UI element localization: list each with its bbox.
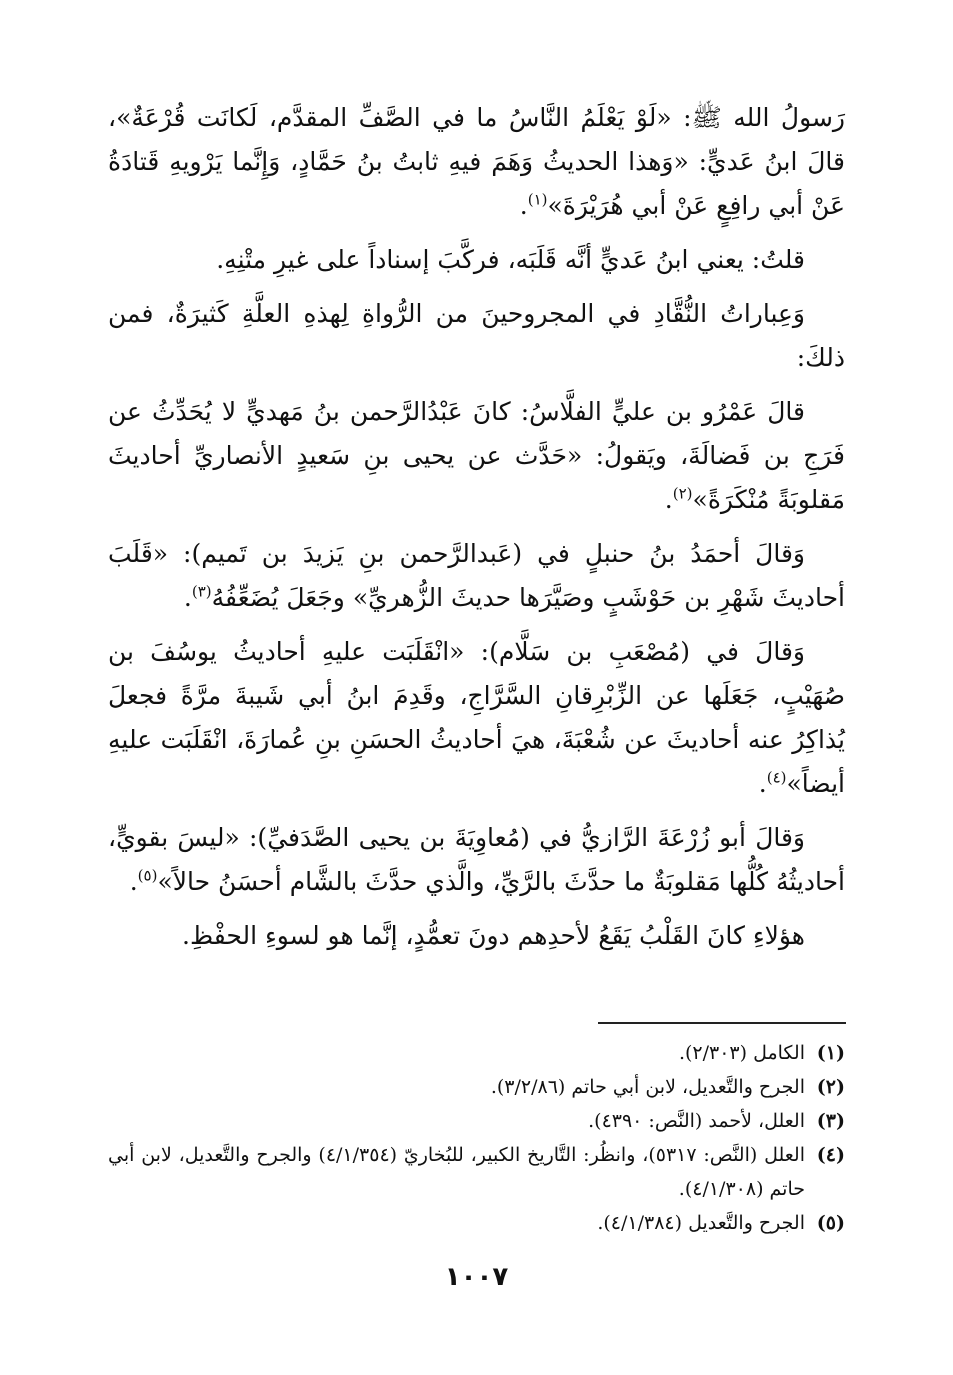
paragraph-text: وَعِباراتُ النُّقَّادِ في المجروحينَ من الرُّواةِ لِهذهِ العلَّةِ كَثيرَةٌ، فمن ذلكَ: [108,299,845,372]
footnote-ref-3: (٣) [191,582,212,601]
paragraph-8 [108,914,845,958]
footnote-ref-1: (١) [527,190,548,209]
footnote-number: (٤) [816,1144,845,1166]
footnote-ref-4: (٤) [766,768,787,787]
paragraph-end: . [183,583,192,612]
footnote-1 [108,1036,845,1070]
paragraph-text: وَقالَ أحمَدُ بنُ حنبلٍ في (عَبدالرَّحمن بنِ يَزيدَ بن تَميم): «قَلَبَ أحاديثَ شَهْرِ بن حَوْشَبٍ وصَيَّرَها حديثَ الزُّهريِّ» وجَعَلَ يُضَعِّفُهُ [108,539,845,612]
paragraph-1 [108,96,845,228]
paragraph-5 [108,532,845,620]
paragraph-end: . [664,485,673,514]
paragraph-4 [108,390,845,522]
footnote-number: (٣) [816,1110,845,1132]
page-number: ١٠٠٧ [444,1262,509,1292]
footnote-number: (٢) [816,1076,845,1098]
footnote-text: الكامل (٢/٣٠٣). [678,1042,805,1064]
paragraph-end: . [129,867,138,896]
paragraph-text: قلتُ: يعني ابنُ عَديٍّ أنَّه قَلَبَه، فركَّبَ إسناداً على غيرِ متْنِهِ. [216,245,805,274]
paragraph-end: . [519,191,528,220]
footnote-ref-2: (٢) [672,484,693,503]
paragraph-text: وَقالَ في (مُصْعَبِ بن سَلَّام): «انْقَلَبَت عليهِ أحاديثُ يوسُفَ بن صُهَيْبٍ، جَعَلَها عن الزِّبْرِقانِ السَّرَّاجِ، وقَدِمَ ابنُ أبي شَيبةَ مرَّةً فجعلَ يُذاكِرُ عنه أحاديثَ عن شُعْبَةَ، هيَ أحاديثُ الحسَنِ بنِ عُمارَةَ، انْقَلَبَت عليهِ أيضاً» [108,637,845,798]
footnote-divider [598,1022,846,1024]
paragraph-text: رَسولُ الله ﷺ: «لَوْ يَعْلَمُ النَّاسُ ما في الصَّفِّ المقدَّم، لَكانَت قُرْعَةٌ»، قالَ ابنُ عَديٍّ: «وَهذا الحديثُ وَهَمَ فيهِ ثابتُ بنُ حَمَّادٍ، وَإِنَّما يَرْويهِ قَتادَةُ عَنْ أبي رافِعٍ عَنْ أبي هُرَيْرَةَ» [108,103,845,220]
paragraph-text: هؤلاءِ كانَ القَلْبُ يَقَعُ لأحدِهم دونَ تعمُّدٍ، إنَّما هو لسوءِ الحفْظِ. [182,921,805,950]
footnote-number: (١) [816,1042,845,1064]
footnote-text: الجرح والتَّعديل، لابن أبي حاتم (٣/٢/٨٦). [490,1076,805,1098]
paragraph-3 [108,292,845,380]
paragraph-end: . [758,769,767,798]
main-text [108,96,845,968]
footnotes [108,1036,845,1240]
footnote-3 [108,1104,845,1138]
footnote-number: (٥) [816,1212,845,1234]
footnote-5 [108,1206,845,1240]
footnote-4 [108,1138,845,1206]
paragraph-text: وَقالَ أبو زُرْعَةَ الرَّازيُّ في (مُعاوِيَةَ بن يحيى الصَّدَفيِّ): «ليسَ بقويٍّ، أحاديثُهُ كُلُّها مَقلوبَةٌ ما حدَّثَ بالرَّيِّ، والَّذي حدَّثَ بالشَّام أحسَنُ حالاً» [108,823,845,896]
footnote-ref-5: (٥) [137,866,158,885]
footnote-2 [108,1070,845,1104]
footnote-text: الجرح والتَّعديل (٤/١/٣٨٤). [597,1212,805,1234]
paragraph-7 [108,816,845,904]
paragraph-text: قالَ عَمْرُو بن عليٍّ الفلَّاسُ: كانَ عَبْدُالرَّحمن بنُ مَهديٍّ لا يُحَدِّثُ عن فَرَجِ بن فَضالَةَ، ويَقولُ: «حَدَّث عن يحيى بنِ سَعيدٍ الأنصاريِّ أحاديثَ مَقلوبَةً مُنْكَرَةً» [108,397,845,514]
paragraph-2 [108,238,845,282]
footnote-text: العلل (النَّص: ٥٣١٧)، وانظُر: التَّاريخ الكبير، للبُخاريّ (٤/١/٣٥٤) والجرح والتَّعديل، لابن أبي حاتم (٤/١/٣٠٨). [108,1144,805,1200]
paragraph-6 [108,630,845,806]
footnote-text: العلل، لأحمد (النَّص: ٤٣٩٠). [588,1110,805,1132]
